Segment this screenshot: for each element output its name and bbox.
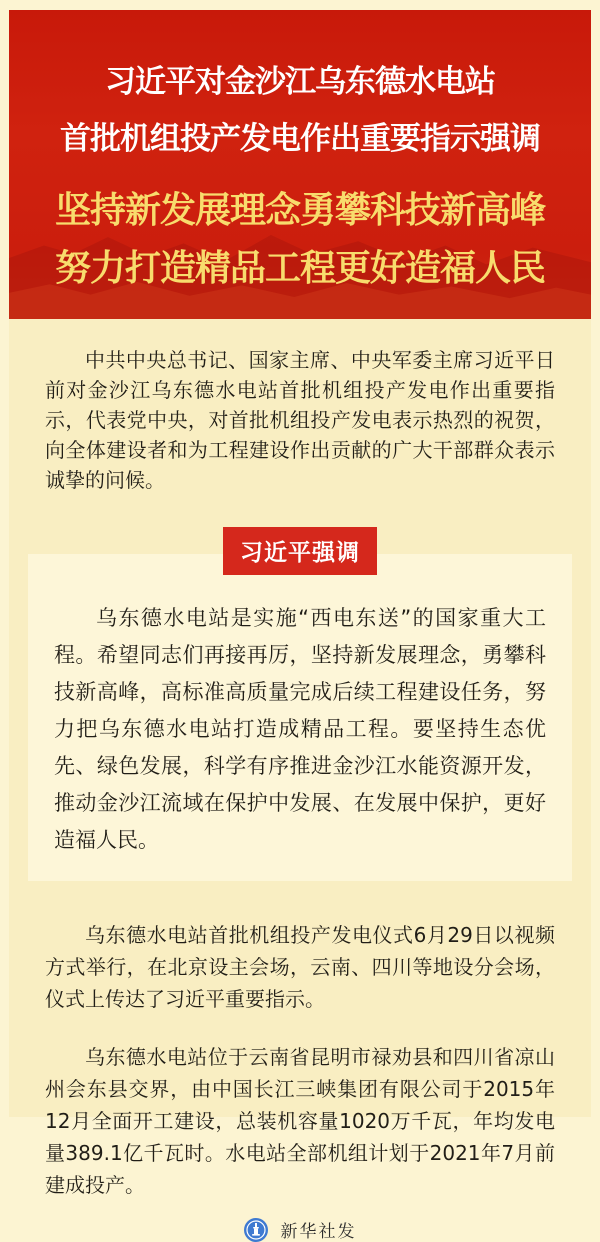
sub-headline xyxy=(9,182,591,298)
lead-paragraph: 中共中央总书记、国家主席、中央军委主席习近平日前对金沙江乌东德水电站首批机组投产发电作出重要指示，代表党中央，对首批机组投产发电表示热烈的祝贺，向全体建设者和为工程建设作出贡献的广大干部群众表示诚挚的问候。 xyxy=(45,348,555,492)
credit-label: 新华社发 xyxy=(280,1222,357,1242)
sub-headline-line-1: 坚持新发展理念勇攀科技新高峰 xyxy=(54,190,545,231)
emphasis-badge: 习近平强调 xyxy=(223,527,377,575)
masthead-text xyxy=(9,10,591,298)
quote-text: 乌东德水电站是实施“西电东送”的国家重大工程。希望同志们再接再厉，坚持新发展理念，勇攀科技新高峰，高标准高质量完成后续工程建设任务，努力把乌东德水电站打造成精品工程。要坚持生态优先、绿色发展，科学有序推进金沙江水能资源开发，推动金沙江流域在保护中发展、在发展中保护，更好造福人民。 xyxy=(54,606,546,852)
quote-box xyxy=(28,554,572,881)
xinhua-logo-icon xyxy=(244,1218,268,1242)
masthead xyxy=(9,10,591,319)
page-content-area xyxy=(9,10,591,1242)
headline-line-1: 习近平对金沙江乌东德水电站 xyxy=(105,64,495,100)
body-paragraph-2: 乌东德水电站位于云南省昆明市禄劝县和四川省凉山州会东县交界，由中国长江三峡集团有限公司于2015年12月全面开工建设，总装机容量1020万千瓦，年均发电量389.1亿千瓦时。水电站全部机组计划于2021年7月前建成投产。 xyxy=(45,1045,555,1197)
body-paragraph-1: 乌东德水电站首批机组投产发电仪式6月29日以视频方式举行，在北京设主会场，云南、四川等地设分会场，仪式上传达了习近平重要指示。 xyxy=(45,923,555,1011)
footer-credit xyxy=(9,1217,591,1242)
sub-headline-line-2: 努力打造精品工程更好造福人民 xyxy=(54,248,545,289)
headline-line-2: 首批机组投产发电作出重要指示强调 xyxy=(60,121,540,157)
